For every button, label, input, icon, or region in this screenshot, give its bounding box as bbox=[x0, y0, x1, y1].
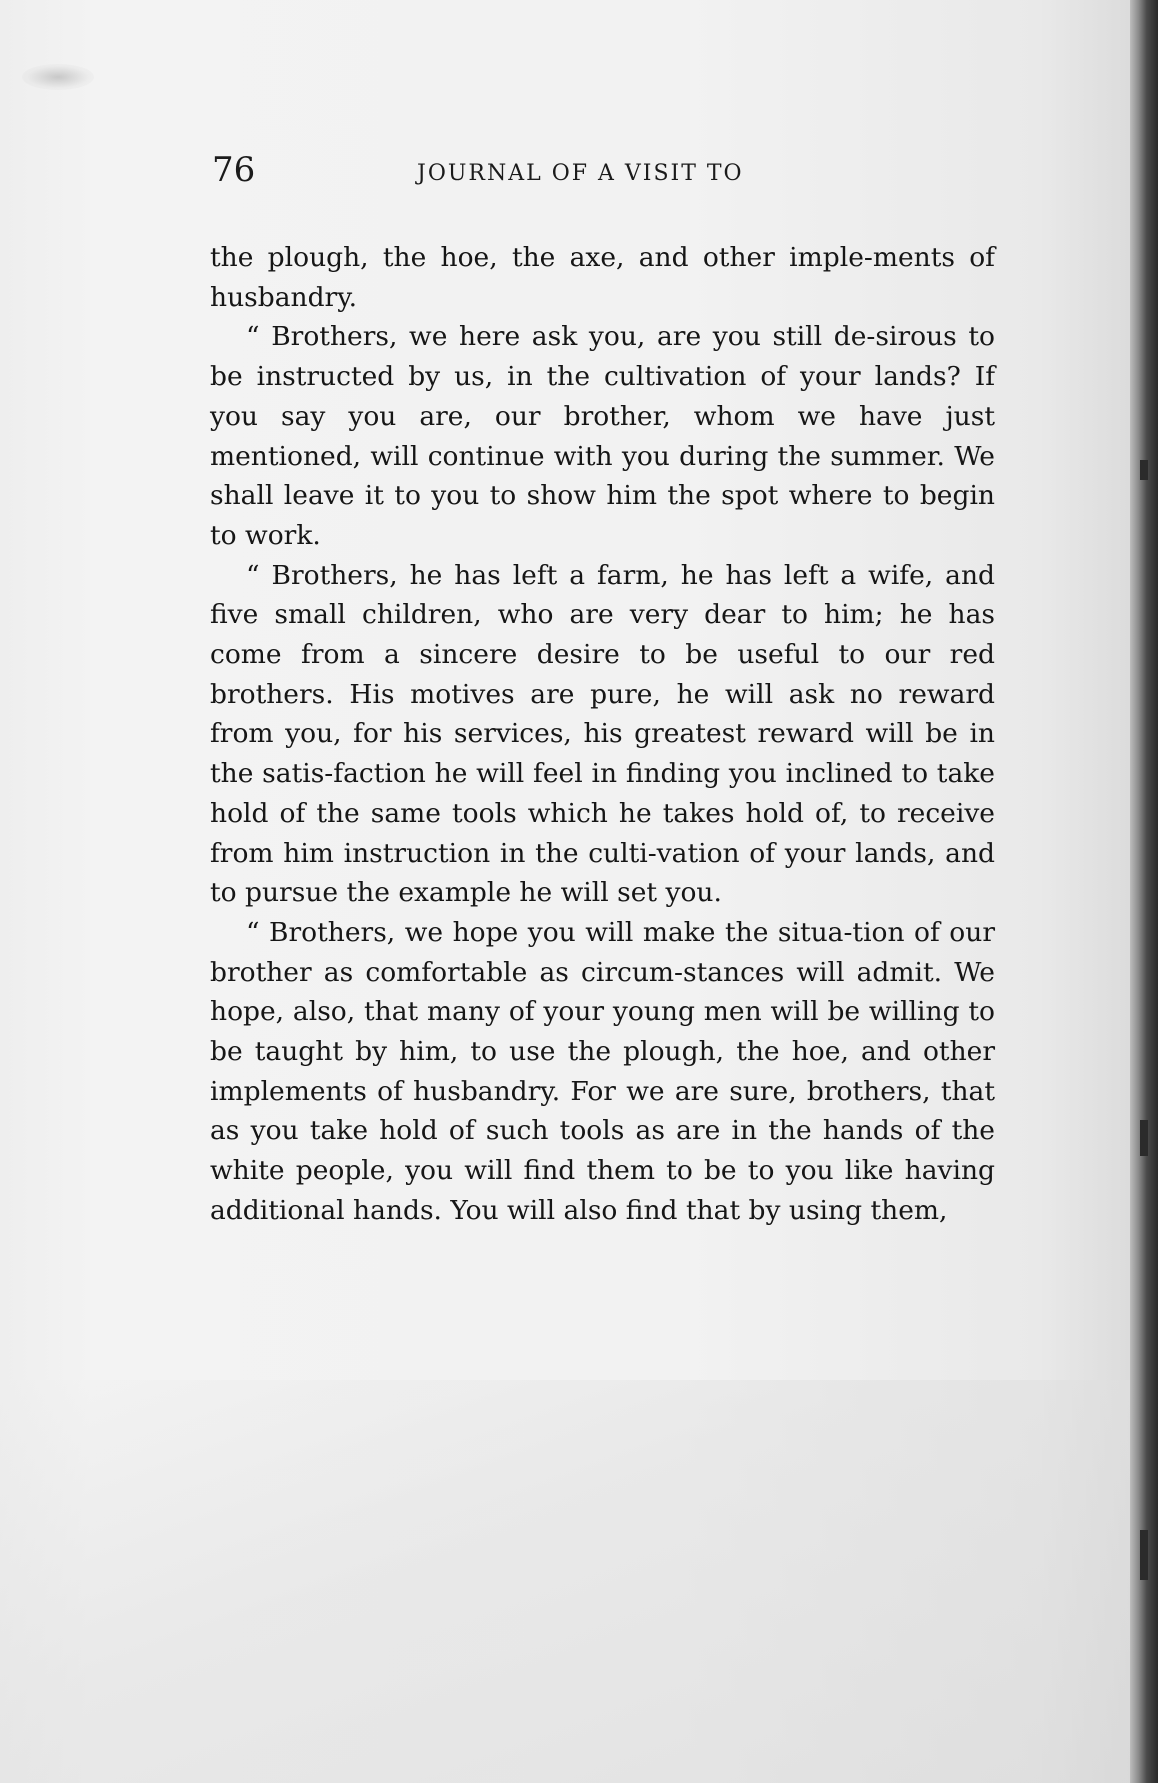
binding-stitch bbox=[1140, 1120, 1148, 1156]
page-number: 76 bbox=[212, 150, 256, 190]
paragraph-3: “ Brothers, he has left a farm, he has left a wife, and five small children, who are very dear to him; he has come from a sincere desire to be useful to our red brothers. His motives are pure, he will ask no reward from you, for his services, his greatest reward will be in the satis-faction he will feel in finding you inclined to take hold of the same tools which he takes hold of, to receive from him instruction in the culti-vation of your lands, and to pursue the example he will set you. bbox=[210, 559, 995, 909]
running-head: JOURNAL OF A VISIT TO bbox=[417, 161, 744, 186]
paragraph-1: the plough, the hoe, the axe, and other imple-ments of husbandry. bbox=[210, 242, 995, 313]
paragraph-4: “ Brothers, we hope you will make the situa-tion of our brother as comfortable as circum-stances will admit. We hope, also, that many of your young men will be willing to be taught by him, to use the plough, the hoe, and other implements of husbandry. For we are sure, brothers, that as you take hold of such tools as are in the hands of the white people, you will find them to be to you like having additional hands. You will also find that by using them, bbox=[210, 916, 995, 1226]
page-header bbox=[212, 150, 1002, 198]
page-smudge bbox=[22, 64, 94, 90]
body-text bbox=[210, 238, 995, 1231]
binding-stitch bbox=[1140, 1530, 1148, 1580]
paragraph-2: “ Brothers, we here ask you, are you still de-sirous to be instructed by us, in the cultivation of your lands? If you say you are, our brother, whom we have just mentioned, will continue with you during the summer. We shall leave it to you to show him the spot where to begin to work. bbox=[210, 321, 995, 551]
binding-edge bbox=[1130, 0, 1158, 1783]
binding-stitch bbox=[1140, 460, 1148, 480]
page-fold-shadow bbox=[0, 1380, 1130, 1783]
